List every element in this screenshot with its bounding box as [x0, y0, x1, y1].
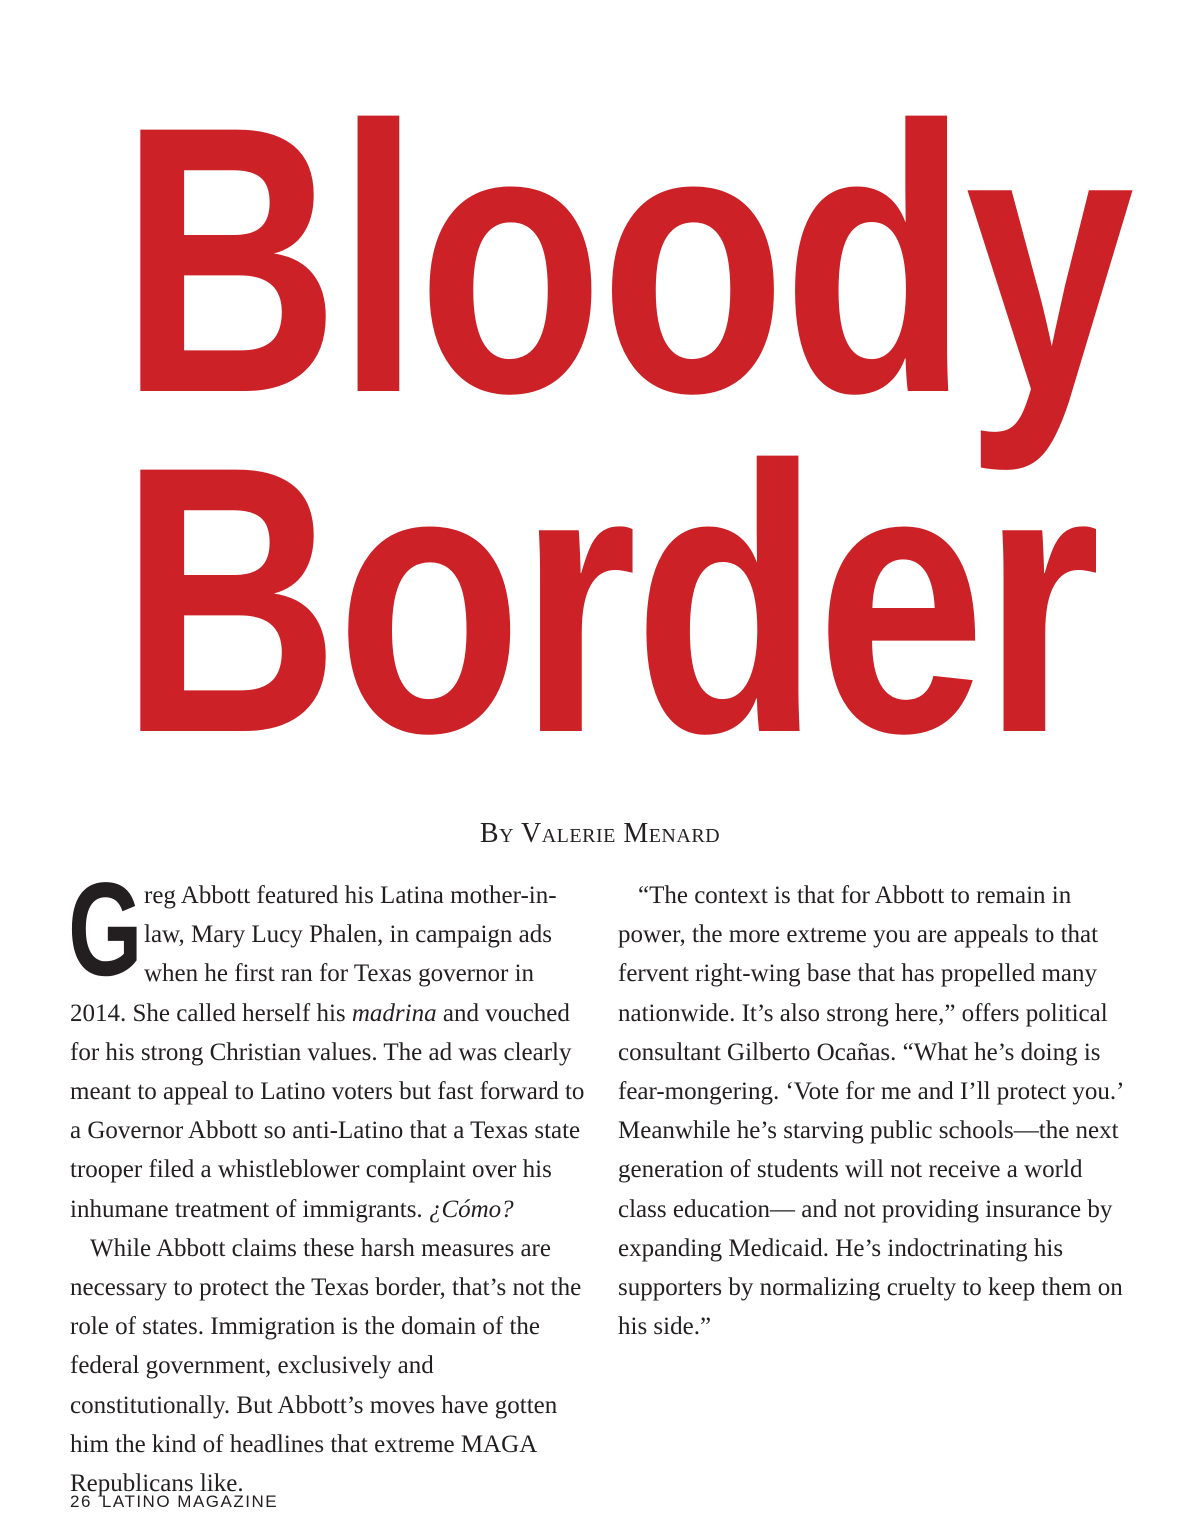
publication-name: LATINO MAGAZINE: [101, 1492, 279, 1511]
headline-line-1: Bloody: [120, 47, 1131, 472]
italic-word-madrina: madrina: [351, 999, 437, 1027]
byline: By Valerie Menard: [479, 818, 721, 849]
paragraph-3: “The context is that for Abbott to remain in power, the more extreme you are appeals to that fervent right-wing base that has propelled many nationwide. It’s also strong here,” offers political consultant Gilberto Ocañas. “What he’s doing is fear-mongering. ‘Vote for me and I’ll protect you.’ Meanwhile he’s starving public schools—the next generation of students will not receive a world class education— and not providing insurance by expanding Medicaid. He’s indoctrinating his supporters by normalizing cruelty to keep them on his side.”: [618, 882, 1123, 1341]
page-number: 26: [70, 1492, 92, 1511]
paragraph-1-text-a: reg Abbott featured his Latina mother-in-law, Mary Lucy Phalen, in campaign ads when he first ran for Texas governor in 2014. She called herself his: [70, 882, 557, 1027]
paragraph-2: While Abbott claims these harsh measures are necessary to protect the Texas border, that’s not the role of states. Immigration is the domain of the federal government, exclusively and constitutionally. But Abbott’s moves have gotten him the kind of headlines that extreme MAGA Republicans like.: [70, 1234, 582, 1498]
headline-line-2: Border: [120, 387, 1098, 812]
paragraph-1-text-b: and vouched for his strong Christian values. The ad was clearly meant to appeal to Latino voters but fast forward to a Governor Abbott so anti-Latino that a Texas state trooper filed a whistleblower complaint over his inhumane treatment of immigrants.: [70, 999, 585, 1223]
drop-cap: G: [68, 856, 143, 1004]
italic-como: ¿Cómo?: [428, 1195, 514, 1223]
article-column-left: [68, 856, 590, 1503]
page-footer: [70, 1492, 278, 1512]
article-column-right: [618, 876, 1133, 1346]
paragraph-1: [68, 856, 590, 1229]
